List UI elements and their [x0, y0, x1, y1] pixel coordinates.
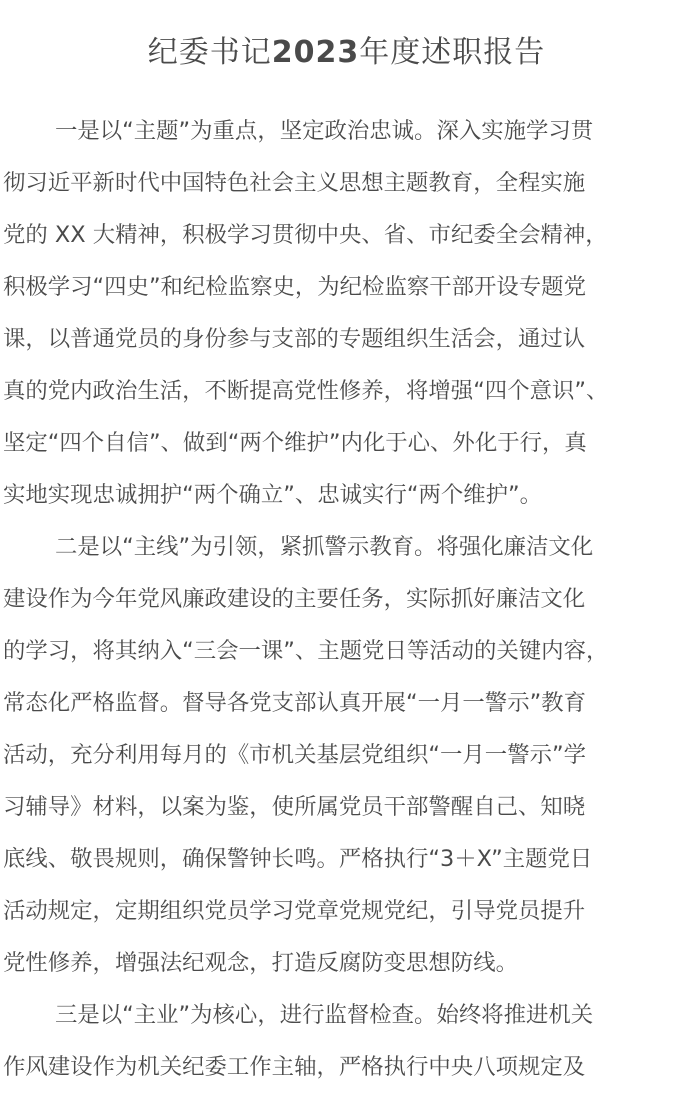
text-line: 活动，充分利用每月的《市机关基层党组织“一月一警示”学 — [3, 742, 586, 768]
text-line: 积极学习“四史”和纪检监察史，为纪检监察干部开设专题党 — [3, 274, 586, 300]
text-line: 底线、敬畏规则，确保警钟长鸣。严格执行“3＋X”主题党日 — [3, 846, 593, 872]
text-line: 习辅导》材料，以案为鉴，使所属党员干部警醒自己、知晓 — [3, 794, 586, 820]
text-line: 党性修养，增强法纪观念，打造反腐防变思想防线。 — [3, 950, 518, 976]
text-line: 一是以“主题”为重点，坚定政治忠诚。深入实施学习贯 — [55, 118, 594, 144]
text-line: 三是以“主业”为核心，进行监督检查。始终将推进机关 — [55, 1002, 594, 1028]
text-line: 的学习，将其纳入“三会一课”、主题党日等活动的关键内容， — [3, 638, 609, 664]
text-line: 作风建设作为机关纪委工作主轴，严格执行中央八项规定及 — [3, 1054, 586, 1080]
text-line: 坚定“四个自信”、做到“两个维护”内化于心、外化于行，真 — [3, 430, 587, 456]
text-line: 活动规定，定期组织党员学习党章党规党纪，引导党员提升 — [3, 898, 586, 924]
title-suffix: 年度述职报告 — [359, 35, 546, 70]
text-line: 课，以普通党员的身份参与支部的专题组织生活会，通过认 — [3, 326, 586, 352]
text-line: 常态化严格监督。督导各党支部认真开展“一月一警示”教育 — [3, 690, 586, 716]
text-line: 彻习近平新时代中国特色社会主义思想主题教育，全程实施 — [3, 170, 586, 196]
document-title — [0, 0, 693, 82]
text-line: 真的党内政治生活，不断提高党性修养，将增强“四个意识”、 — [3, 378, 609, 404]
text-line: 实地实现忠诚拥护“两个确立”、忠诚实行“两个维护”。 — [3, 482, 542, 508]
title-prefix: 纪委书记 — [147, 35, 272, 70]
text-line: 二是以“主线”为引领，紧抓警示教育。将强化廉洁文化 — [55, 534, 594, 560]
title-year: 2023 — [271, 35, 360, 70]
document-body — [0, 105, 693, 1093]
text-line: 建设作为今年党风廉政建设的主要任务，实际抓好廉洁文化 — [3, 586, 586, 612]
text-line: 党的 XX 大精神，积极学习贯彻中央、省、市纪委全会精神， — [3, 222, 608, 248]
